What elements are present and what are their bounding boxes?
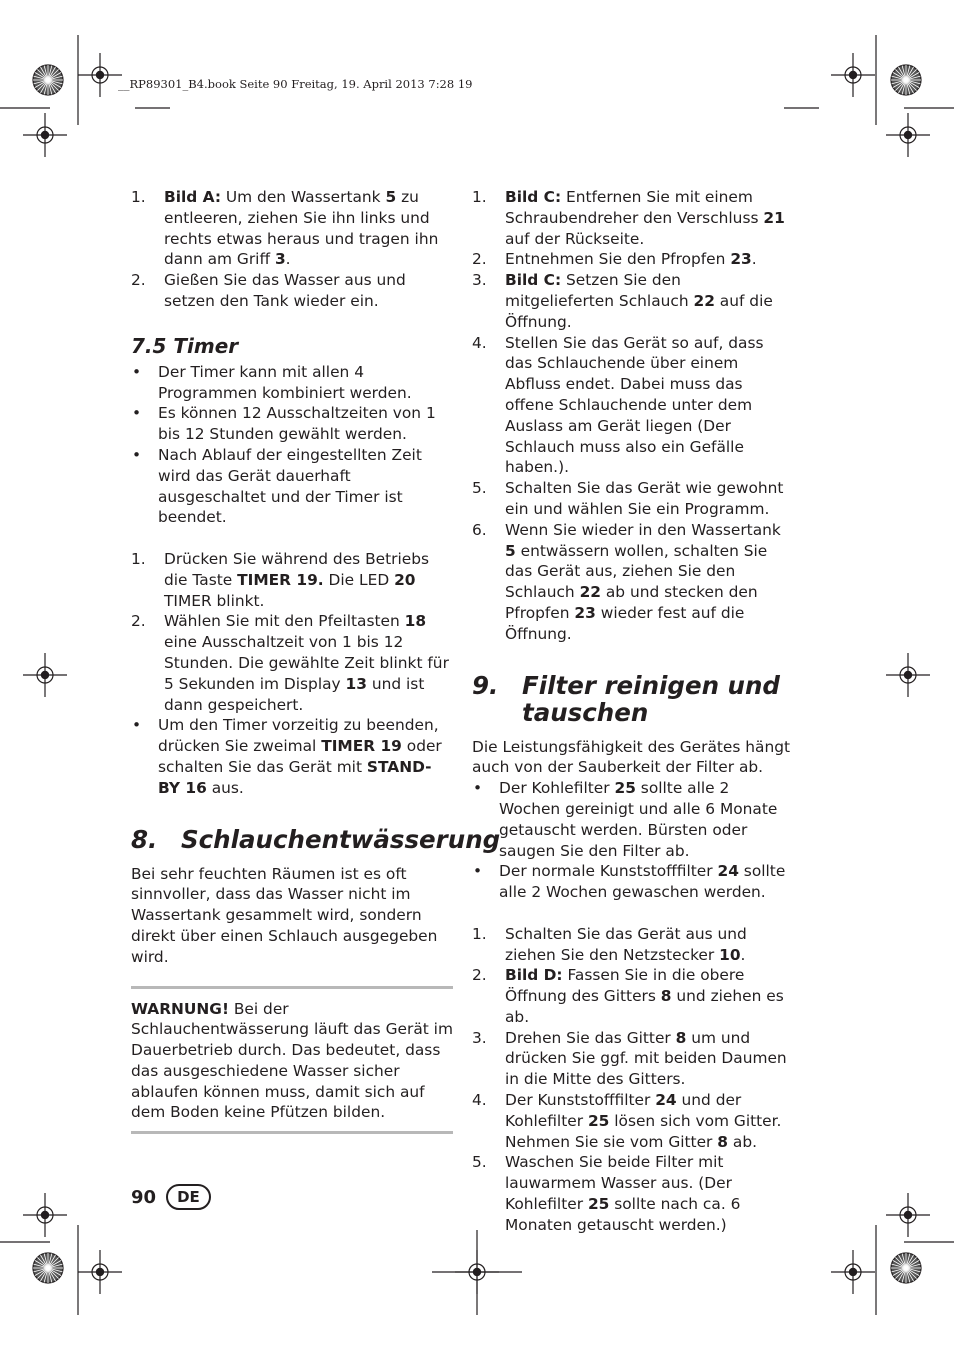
list-marker: • — [132, 445, 142, 464]
bold-text: TIMER 19. — [237, 570, 324, 589]
bold-text: TIMER 19 — [321, 737, 402, 756]
list-text: auf die Öffnung. — [505, 291, 773, 331]
bold-text: 21 — [763, 208, 785, 227]
bold-text: 24 — [717, 862, 739, 881]
timer-cancel-bullet — [131, 715, 453, 798]
bold-text: 23 — [574, 603, 596, 622]
left-column — [131, 187, 501, 1134]
list-text: auf der Rückseite. — [505, 229, 645, 248]
warning-text: Bei der Schlauchentwässerung läuft das Gerät im Dauerbetrieb durch. Das bedeutet, dass das ausgeschiedene Wasser sicher ablaufen können muss, damit sich auf dem Boden keine Pfützen bilden. — [131, 999, 453, 1122]
list-item — [472, 924, 794, 966]
list-text: Entfernen Sie mit einem Schraubendreher den Verschluss — [505, 188, 764, 227]
section-8-title: Schlauchentwässerung — [181, 824, 501, 854]
list-text: entwässern wollen, schalten Sie das Gerät aus, ziehen Sie den Schlauch — [505, 541, 768, 602]
list-marker: 2. — [472, 250, 487, 269]
list-item — [131, 187, 453, 270]
list-item — [131, 445, 453, 528]
bold-text: 24 — [655, 1091, 677, 1110]
list-text: . — [285, 250, 291, 269]
list-text: Drehen Sie das Gitter — [505, 1028, 676, 1047]
list-text: Schalten Sie das Gerät aus und ziehen Sie den Netzstecker — [505, 924, 747, 964]
bold-text: 18 — [404, 612, 427, 631]
bold-text: Bild C: — [505, 271, 562, 290]
section-9-paragraph: Die Leistungsfähigkeit des Gerätes hängt auch von der Sauberkeit der Filter ab. — [472, 737, 791, 777]
bold-text: Bild C: — [505, 188, 562, 206]
list-marker: 6. — [472, 520, 487, 539]
list-text: Der Timer kann mit allen 4 Programmen kombiniert werden. — [158, 362, 412, 402]
section-8-number: 8. — [131, 824, 158, 854]
list-text: TIMER blinkt. — [164, 591, 265, 610]
list-item — [472, 1152, 794, 1235]
list-text: Fassen Sie in die obere Öffnung des Gitters — [505, 966, 745, 1006]
section-9-number: 9. — [472, 670, 499, 700]
list-marker: 3. — [472, 271, 487, 290]
list-text: Setzen Sie den mitgelieferten Schlauch — [505, 271, 694, 310]
list-marker: 1. — [131, 549, 146, 568]
section-8-paragraph: Bei sehr feuchten Räumen ist es oft sinnvoller, dass das Wasser nicht im Wassertank gesammelt wird, sondern direkt über einen Schlauch ausgegeben wird. — [131, 864, 438, 966]
list-text: Der Kohlefilter — [499, 779, 615, 798]
list-text: Wenn Sie wieder in den Wassertank — [505, 520, 781, 539]
print-file-info: __RP89301_B4.book Seite 90 Freitag, 19. April 2013 7:28 19 — [118, 77, 473, 91]
list-marker: 5. — [472, 479, 487, 498]
list-item — [472, 333, 794, 479]
list-item — [472, 270, 794, 332]
bold-text: 5 — [385, 188, 397, 206]
bold-text: 25 — [587, 1111, 610, 1130]
list-text: Es können 12 Ausschaltzeiten von 1 bis 12 Stunden gewählt werden. — [158, 404, 436, 444]
list-item — [472, 861, 794, 903]
drain-tank-steps — [131, 187, 453, 312]
filter-bullets — [472, 778, 794, 903]
list-text: und der Kohlefilter — [505, 1091, 742, 1130]
bold-text: 13 — [345, 674, 367, 693]
list-text: Schalten Sie das Gerät wie gewohnt ein und wählen Sie ein Programm. — [505, 479, 784, 518]
list-marker: 2. — [472, 966, 487, 985]
list-item — [131, 403, 453, 445]
list-text: . — [751, 250, 757, 269]
list-item — [472, 778, 794, 861]
list-text: Nach Ablauf der eingestellten Zeit wird das Gerät dauerhaft ausgeschaltet und der Timer ist beendet. — [158, 445, 422, 527]
list-text: eine Ausschaltzeit von 1 bis 12 Stunden. Die gewählte Zeit blinkt für 5 Sekunden im Display — [164, 633, 449, 693]
list-text: Die LED — [323, 570, 395, 589]
list-text: Wählen Sie mit den Pfeiltasten — [164, 612, 405, 631]
bold-text: 22 — [693, 291, 715, 310]
bold-text: 5 — [505, 541, 516, 560]
bold-text: Bild D: — [505, 966, 563, 985]
list-item — [472, 249, 794, 270]
list-marker: • — [473, 862, 483, 881]
list-item — [131, 362, 453, 404]
list-text: und ist dann gespeichert. — [164, 674, 425, 714]
timer-heading: 7.5 Timer — [131, 333, 239, 358]
bold-text: 8 — [717, 1132, 728, 1151]
list-marker: 3. — [472, 1028, 487, 1047]
bold-text: 10 — [719, 945, 741, 964]
bold-text: 23 — [730, 250, 752, 269]
list-text: Gießen Sie das Wasser aus und setzen den Tank wieder ein. — [164, 271, 406, 310]
list-item — [131, 715, 453, 798]
list-text: Um den Wassertank — [221, 188, 386, 206]
bold-text: 20 — [394, 570, 416, 589]
list-item — [472, 1028, 794, 1090]
page-footer — [131, 1184, 211, 1210]
list-marker: 1. — [472, 188, 487, 206]
warning-box — [131, 986, 453, 1135]
bold-text: 25 — [587, 1195, 610, 1214]
list-marker: • — [473, 779, 483, 798]
timer-info-bullets — [131, 362, 453, 528]
list-text: zu entleeren, ziehen Sie ihn links und rechts etwas heraus und tragen ihn dann am Griff — [164, 188, 439, 269]
list-item — [472, 187, 794, 249]
list-item — [472, 478, 794, 520]
bold-text: 3 — [274, 250, 286, 269]
bold-text: 8 — [675, 1028, 687, 1047]
list-marker: 4. — [472, 1091, 487, 1110]
list-text: wieder fest auf die Öffnung. — [505, 603, 745, 643]
list-text: und ziehen es ab. — [505, 987, 784, 1026]
list-item — [131, 270, 453, 312]
list-item — [472, 520, 794, 645]
bold-text: 22 — [579, 583, 601, 602]
filter-steps — [472, 924, 794, 1236]
list-text: sollte nach ca. 6 Monaten getauscht werden.) — [505, 1195, 741, 1234]
bold-text: 25 — [614, 779, 636, 798]
timer-steps — [131, 549, 453, 715]
list-marker: 2. — [131, 612, 146, 631]
list-text: um und drücken Sie ggf. mit beiden Daumen in die Mitte des Gitters. — [505, 1028, 787, 1089]
hose-drain-steps — [472, 187, 794, 645]
list-text: Um den Timer vorzeitig zu beenden, drücken Sie zweimal — [158, 716, 439, 756]
list-text: Drücken Sie während des Betriebs die Taste — [164, 549, 429, 589]
bold-text: 8 — [660, 987, 672, 1006]
list-marker: • — [132, 716, 142, 735]
list-text: oder schalten Sie das Gerät mit — [158, 737, 442, 776]
list-text: Der normale Kunststofffilter — [499, 862, 718, 881]
list-item — [472, 965, 794, 1027]
list-marker: 2. — [131, 271, 146, 290]
list-text: Waschen Sie beide Filter mit lauwarmem Wasser aus. (Der Kohlefilter — [505, 1153, 732, 1214]
list-marker: • — [132, 362, 142, 381]
list-item — [131, 611, 453, 715]
list-text: . — [740, 945, 746, 964]
bold-text: Bild A: — [164, 188, 222, 206]
list-text: ab und stecken den Pfropfen — [505, 583, 758, 622]
section-8-heading — [131, 824, 501, 854]
list-marker: 4. — [472, 333, 487, 352]
list-marker: • — [132, 404, 142, 423]
list-item — [131, 549, 453, 611]
list-item — [472, 1090, 794, 1152]
list-text: Der Kunststofffilter — [505, 1091, 656, 1110]
bold-text: STAND-BY 16 — [158, 757, 432, 797]
list-marker: 1. — [472, 924, 487, 943]
section-9-heading — [472, 672, 794, 726]
list-text: Entnehmen Sie den Pfropfen — [505, 250, 731, 269]
list-text: ab. — [728, 1132, 757, 1151]
right-column — [472, 187, 794, 1236]
list-text: lösen sich vom Gitter. Nehmen Sie sie vom Gitter — [505, 1111, 782, 1151]
language-badge: DE — [166, 1184, 211, 1210]
list-text: aus. — [206, 778, 244, 797]
list-marker: 5. — [472, 1153, 487, 1172]
list-text: Stellen Sie das Gerät so auf, dass das Schlauchende über einem Abfluss endet. Dabei muss das offene Schlauchende unter dem Auslass am Gerät liegen (Der Schlauch muss also ein Gefälle haben.). — [505, 333, 764, 477]
page-number: 90 — [131, 1186, 157, 1208]
section-9-title: Filter reinigen und tauschen — [522, 670, 780, 727]
warning-label: WARNUNG! — [131, 999, 229, 1018]
list-marker: 1. — [131, 188, 146, 206]
list-text: sollte alle 2 Wochen gereinigt und alle 6 Monate getauscht werden. Bürsten oder saugen Sie den Filter ab. — [499, 779, 778, 860]
list-text: sollte alle 2 Wochen gewaschen werden. — [499, 862, 786, 902]
